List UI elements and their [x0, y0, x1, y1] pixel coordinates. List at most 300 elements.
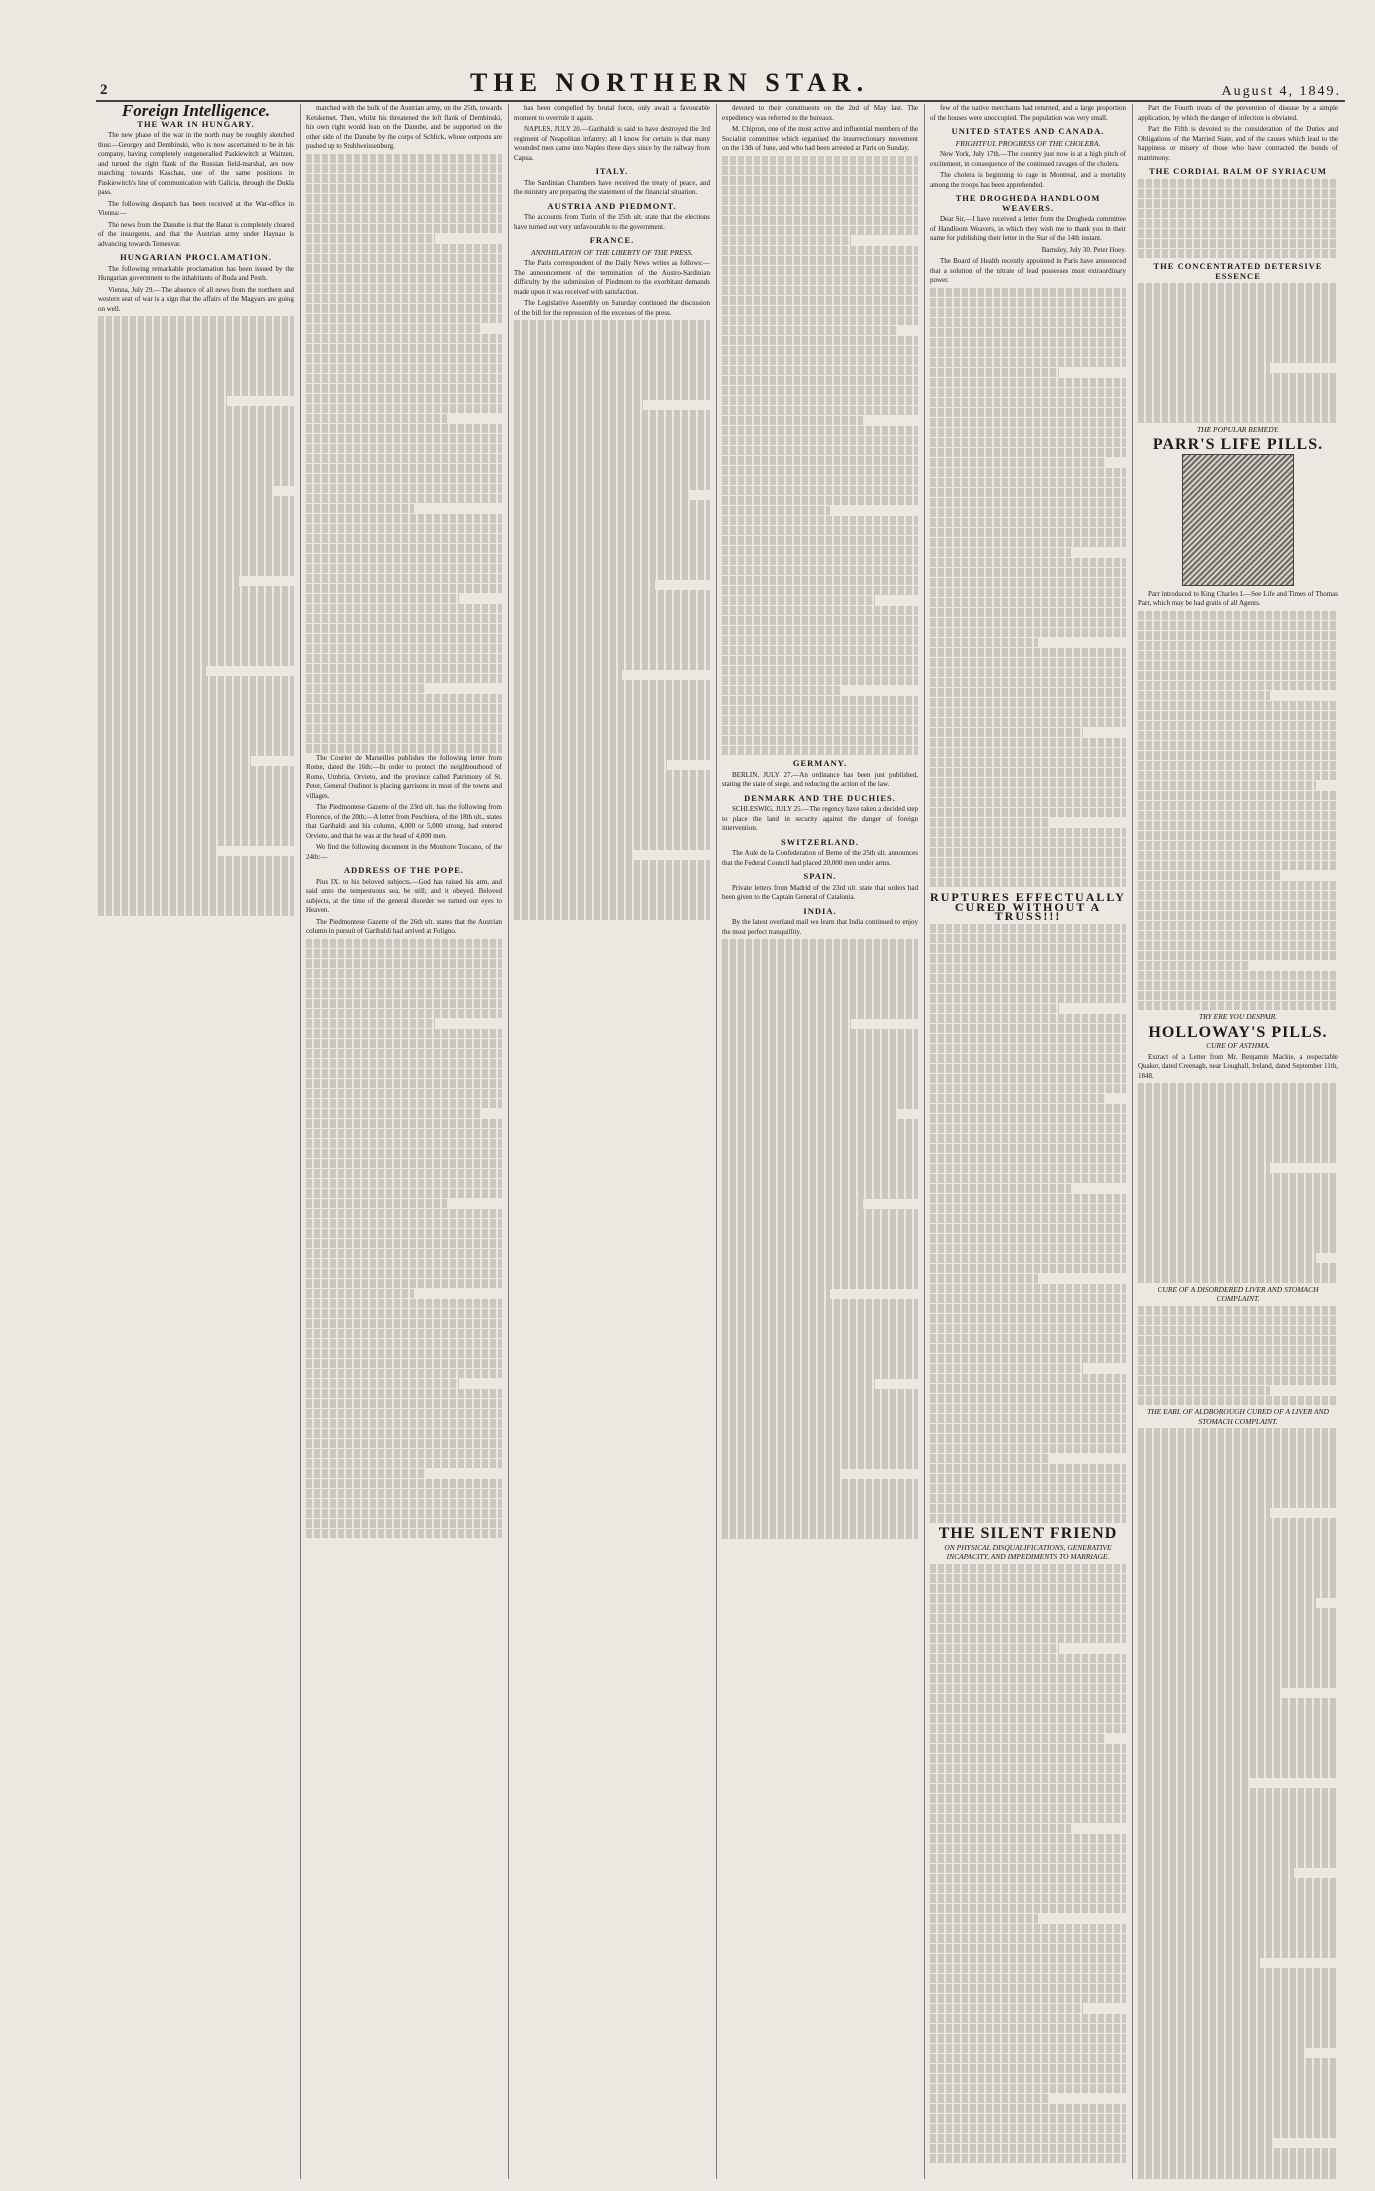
text-line-placeholder [930, 1734, 1104, 1744]
text-line-placeholder [930, 1654, 1126, 1664]
text-line-placeholder [306, 524, 502, 534]
text-line-placeholder [98, 386, 294, 396]
text-line-placeholder [930, 728, 1083, 738]
text-line-placeholder [722, 656, 918, 666]
text-line-placeholder [306, 584, 502, 594]
text-line-placeholder [306, 1519, 502, 1529]
article-paragraph: few of the native merchants had returned, and a large proportion of the houses were unoccupied. The population was very small. [930, 104, 1126, 122]
text-line-placeholder [1138, 199, 1338, 209]
text-line-placeholder [1138, 1498, 1338, 1508]
text-line-placeholder [930, 1184, 1071, 1194]
text-line-placeholder [930, 1714, 1126, 1724]
article-body-text [306, 939, 502, 1539]
text-line-placeholder [722, 1459, 918, 1469]
text-line-placeholder [98, 846, 218, 856]
text-line-placeholder [930, 1194, 1126, 1204]
text-line-placeholder [514, 770, 710, 780]
text-line-placeholder [930, 1064, 1126, 1074]
text-line-placeholder [1138, 1253, 1316, 1263]
text-line-placeholder [98, 626, 294, 636]
text-line-placeholder [306, 979, 502, 989]
text-line-placeholder [1138, 801, 1338, 811]
text-line-placeholder [306, 1439, 502, 1449]
text-line-placeholder [930, 628, 1126, 638]
text-line-placeholder [930, 1014, 1126, 1024]
text-line-placeholder [930, 1024, 1126, 1034]
text-line-placeholder [930, 1474, 1126, 1484]
text-line-placeholder [930, 1614, 1126, 1624]
text-line-placeholder [1138, 2038, 1338, 2048]
text-line-placeholder [722, 1179, 918, 1189]
text-line-placeholder [722, 1469, 842, 1479]
text-line-placeholder [98, 446, 294, 456]
text-line-placeholder [930, 1884, 1126, 1894]
text-line-placeholder [722, 1339, 918, 1349]
text-line-placeholder [722, 969, 918, 979]
text-line-placeholder [722, 716, 918, 726]
text-line-placeholder [722, 226, 918, 236]
text-line-placeholder [98, 576, 239, 586]
text-line-placeholder [930, 2034, 1126, 2044]
text-line-placeholder [722, 959, 918, 969]
text-line-placeholder [514, 440, 710, 450]
text-line-placeholder [722, 1229, 918, 1239]
text-line-placeholder [306, 574, 502, 584]
text-line-placeholder [98, 666, 206, 676]
text-line-placeholder [306, 264, 502, 274]
text-line-placeholder [722, 1199, 863, 1209]
text-line-placeholder [306, 194, 502, 204]
text-line-placeholder [514, 340, 710, 350]
text-line-placeholder [930, 318, 1126, 328]
text-line-placeholder [930, 2084, 1126, 2094]
text-line-placeholder [722, 646, 918, 656]
text-line-placeholder [722, 1169, 918, 1179]
text-line-placeholder [722, 276, 918, 286]
text-line-placeholder [1138, 671, 1338, 681]
text-line-placeholder [1138, 323, 1338, 333]
text-line-placeholder [98, 406, 294, 416]
text-line-placeholder [930, 1634, 1126, 1644]
text-line-placeholder [1138, 961, 1248, 971]
text-line-placeholder [1138, 2128, 1338, 2138]
text-line-placeholder [514, 780, 710, 790]
text-line-placeholder [306, 1079, 502, 1089]
text-line-placeholder [930, 548, 1071, 558]
text-line-placeholder [306, 304, 502, 314]
column-3 [514, 104, 710, 2179]
text-line-placeholder [930, 528, 1126, 538]
text-line-placeholder [306, 1139, 502, 1149]
text-line-placeholder [1138, 831, 1338, 841]
text-line-placeholder [1138, 189, 1338, 199]
text-line-placeholder [930, 1864, 1126, 1874]
text-line-placeholder [930, 568, 1126, 578]
text-line-placeholder [98, 456, 294, 466]
text-line-placeholder [306, 1189, 502, 1199]
text-line-placeholder [306, 1119, 502, 1129]
text-line-placeholder [722, 686, 842, 696]
text-line-placeholder [514, 390, 710, 400]
text-line-placeholder [1138, 1968, 1338, 1978]
text-line-placeholder [930, 1754, 1126, 1764]
text-line-placeholder [1138, 353, 1338, 363]
text-line-placeholder [514, 590, 710, 600]
article-paragraph: has been compelled by brutal force, only await a favourable moment to overrule it again. [514, 104, 710, 122]
text-line-placeholder [514, 530, 710, 540]
text-line-placeholder [98, 526, 294, 536]
text-line-placeholder [98, 896, 294, 906]
text-line-placeholder [930, 2014, 1126, 2024]
text-line-placeholder [306, 1399, 502, 1409]
text-line-placeholder [98, 726, 294, 736]
text-line-placeholder [98, 826, 294, 836]
text-line-placeholder [1138, 951, 1338, 961]
text-line-placeholder [98, 906, 294, 916]
text-line-placeholder [514, 910, 710, 920]
text-line-placeholder [98, 856, 294, 866]
text-line-placeholder [306, 1479, 502, 1489]
text-line-placeholder [306, 1059, 502, 1069]
text-line-placeholder [306, 1069, 502, 1079]
woodcut-illustration-image [1182, 454, 1294, 586]
text-line-placeholder [930, 378, 1126, 388]
text-line-placeholder [306, 284, 502, 294]
text-line-placeholder [930, 1274, 1038, 1284]
article-paragraph: The Piedmontese Gazette of the 26th ult. states that the Austrian column in pursuit of Garibaldi had arrived at Foligno. [306, 917, 502, 935]
text-line-placeholder [306, 384, 502, 394]
text-line-placeholder [1138, 1978, 1338, 1988]
text-line-placeholder [306, 444, 502, 454]
text-line-placeholder [1138, 1123, 1338, 1133]
advertisement-cordial-balm: THE CORDIAL BALM OF SYRIACUM [1149, 166, 1327, 176]
text-line-placeholder [1138, 1698, 1338, 1708]
text-line-placeholder [930, 1564, 1126, 1574]
text-line-placeholder [1138, 1528, 1338, 1538]
text-line-placeholder [1138, 1728, 1338, 1738]
article-body-text [514, 320, 710, 920]
text-line-placeholder [306, 174, 502, 184]
text-line-placeholder [930, 1144, 1126, 1154]
text-line-placeholder [1138, 1718, 1338, 1728]
text-line-placeholder [1138, 1203, 1338, 1213]
text-line-placeholder [722, 1299, 918, 1309]
text-line-placeholder [514, 490, 688, 500]
text-line-placeholder [930, 648, 1126, 658]
text-line-placeholder [930, 438, 1126, 448]
text-line-placeholder [930, 1334, 1126, 1344]
text-line-placeholder [514, 680, 710, 690]
text-line-placeholder [722, 1009, 918, 1019]
text-line-placeholder [722, 1029, 918, 1039]
text-line-placeholder [930, 1964, 1126, 1974]
text-line-placeholder [1138, 1898, 1338, 1908]
text-line-placeholder [1138, 1608, 1338, 1618]
text-line-placeholder [930, 798, 1126, 808]
text-line-placeholder [98, 716, 294, 726]
text-line-placeholder [98, 566, 294, 576]
text-line-placeholder [930, 328, 1126, 338]
text-line-placeholder [930, 508, 1126, 518]
text-line-placeholder [1138, 2168, 1338, 2178]
text-line-placeholder [1138, 283, 1338, 293]
text-line-placeholder [1138, 1768, 1338, 1778]
text-line-placeholder [930, 768, 1126, 778]
text-line-placeholder [930, 2064, 1126, 2074]
text-line-placeholder [722, 196, 918, 206]
text-line-placeholder [722, 989, 918, 999]
text-line-placeholder [930, 1154, 1126, 1164]
text-line-placeholder [1138, 1958, 1260, 1968]
article-paragraph: The new phase of the war in the north may be roughly sketched thus:—Georgey and Dembinski, who is now ascertained to be in his company, having completely outgeneralled Paskiewitch at Waitzen, and turned the right flank of the Russian field-marshal, are now marching towards Kaschau, one of the same positions in Paskiewitch's line of communication with Galicia, through the Dukla pass. [98, 131, 294, 196]
text-line-placeholder [722, 496, 918, 506]
text-line-placeholder [306, 1449, 502, 1459]
text-line-placeholder [1138, 1648, 1338, 1658]
text-line-placeholder [722, 616, 918, 626]
text-line-placeholder [514, 860, 710, 870]
article-paragraph: Private letters from Madrid of the 23rd ult. state that orders had been given to the Captain General of Catalonia. [722, 883, 918, 901]
text-line-placeholder [306, 1149, 502, 1159]
text-line-placeholder [98, 586, 294, 596]
text-line-placeholder [306, 454, 502, 464]
text-line-placeholder [722, 1219, 918, 1229]
text-line-placeholder [1138, 2068, 1338, 2078]
column-4 [722, 104, 918, 2179]
text-line-placeholder [1138, 1668, 1338, 1678]
headline-switzerland: SWITZERLAND. [781, 836, 859, 847]
text-line-placeholder [1138, 1163, 1270, 1173]
text-line-placeholder [306, 1099, 502, 1109]
text-line-placeholder [306, 694, 502, 704]
text-line-placeholder [722, 636, 918, 646]
headline-denmark-and-duchies: DENMARK AND THE DUCHIES. [744, 792, 896, 803]
text-line-placeholder [514, 880, 710, 890]
text-line-placeholder [930, 1034, 1126, 1044]
text-line-placeholder [514, 480, 710, 490]
text-line-placeholder [306, 1459, 502, 1469]
text-line-placeholder [306, 314, 502, 324]
text-line-placeholder [1138, 641, 1338, 651]
text-line-placeholder [1138, 1538, 1338, 1548]
text-line-placeholder [930, 808, 1126, 818]
text-line-placeholder [1138, 1988, 1338, 1998]
text-line-placeholder [930, 608, 1126, 618]
text-line-placeholder [930, 418, 1126, 428]
text-line-placeholder [930, 1444, 1126, 1454]
text-line-placeholder [722, 1159, 918, 1169]
text-line-placeholder [98, 736, 294, 746]
text-line-placeholder [930, 698, 1126, 708]
text-line-placeholder [306, 1229, 502, 1239]
text-line-placeholder [1138, 1213, 1338, 1223]
advertisement-holloways-pills: HOLLOWAY'S PILLS. [1148, 1023, 1328, 1041]
text-line-placeholder [306, 1159, 502, 1169]
text-line-placeholder [514, 740, 710, 750]
text-line-placeholder [930, 1604, 1126, 1614]
advertisement-silent-friend: THE SILENT FRIEND [938, 1525, 1118, 1542]
text-line-placeholder [306, 734, 502, 744]
text-line-placeholder [1138, 1818, 1338, 1828]
text-line-placeholder [1138, 373, 1338, 383]
text-line-placeholder [306, 1269, 502, 1279]
text-line-placeholder [98, 346, 294, 356]
text-line-placeholder [306, 354, 502, 364]
text-line-placeholder [98, 556, 294, 566]
article-paragraph: New York, July 17th.—The country just now is at a high pitch of excitement, in consequence of the continued ravages of the cholera. [930, 150, 1126, 168]
text-line-placeholder [930, 308, 1126, 318]
text-line-placeholder [1138, 413, 1338, 423]
text-line-placeholder [306, 1299, 502, 1309]
text-line-placeholder [514, 360, 710, 370]
text-line-placeholder [722, 436, 918, 446]
text-line-placeholder [306, 424, 502, 434]
text-line-placeholder [722, 466, 918, 476]
text-line-placeholder [1138, 1113, 1338, 1123]
text-line-placeholder [514, 600, 710, 610]
text-line-placeholder [306, 714, 502, 724]
text-line-placeholder [1138, 1568, 1338, 1578]
text-line-placeholder [514, 320, 710, 330]
article-body-text [98, 316, 294, 916]
text-line-placeholder [1138, 1093, 1338, 1103]
text-line-placeholder [98, 516, 294, 526]
text-line-placeholder [306, 684, 426, 694]
text-line-placeholder [722, 1389, 918, 1399]
text-line-placeholder [514, 660, 710, 670]
article-body-text [722, 939, 918, 1539]
text-line-placeholder [1138, 2048, 1306, 2058]
text-line-placeholder [930, 2054, 1126, 2064]
text-line-placeholder [930, 1674, 1126, 1684]
text-line-placeholder [98, 536, 294, 546]
text-line-placeholder [930, 1294, 1126, 1304]
text-line-placeholder [930, 2044, 1126, 2054]
text-line-placeholder [1138, 881, 1338, 891]
text-line-placeholder [930, 1694, 1126, 1704]
headline-war-in-hungary: THE WAR IN HUNGARY. [137, 118, 255, 129]
article-paragraph: The Legislative Assembly on Saturday continued the discussion of the bill for the repression of the excesses of the press. [514, 299, 710, 317]
text-line-placeholder [306, 1219, 502, 1229]
text-line-placeholder [930, 298, 1126, 308]
text-line-placeholder [930, 2104, 1126, 2114]
text-line-placeholder [306, 504, 414, 514]
text-line-placeholder [722, 536, 918, 546]
text-line-placeholder [98, 656, 294, 666]
text-line-placeholder [1138, 333, 1338, 343]
article-paragraph: The Piedmontese Gazette of the 23rd ult. has the following from Florence, of the 20th:—A letter from Peschiera, of the 18th ult., states that Garibaldi and his column, 4,000 or 5,000 strong, had entered Orvieto, and that he was at the head of 4,000 men. [306, 803, 502, 840]
text-line-placeholder [722, 396, 918, 406]
text-line-placeholder [1138, 1858, 1338, 1868]
advertisement-body [1138, 1428, 1338, 2179]
text-line-placeholder [306, 1169, 502, 1179]
article-paragraph: NAPLES, JULY 20.—Garibaldi is said to have destroyed the 3rd regiment of Neapolitan infantry; all I know for certain is that many wounded men came into Naples three days since by the railway from Capua. [514, 125, 710, 162]
article-paragraph: Pius IX. to his beloved subjects.—God has raised his arm, and said unto the tempestuous sea, be still; and it obeyed. Beloved subjects, at the time of the general disorder we turned our eyes to Heaven. [306, 877, 502, 914]
text-line-placeholder [1138, 1233, 1338, 1243]
text-line-placeholder [930, 488, 1126, 498]
text-line-placeholder [514, 520, 710, 530]
text-line-placeholder [722, 376, 918, 386]
article-paragraph: The cholera is beginning to rage in Montreal, and a mortality among the troops has been apprehended. [930, 171, 1126, 189]
text-line-placeholder [306, 514, 502, 524]
text-line-placeholder [98, 496, 294, 506]
text-line-placeholder [98, 756, 251, 766]
text-line-placeholder [306, 254, 502, 264]
text-line-placeholder [722, 736, 918, 746]
text-line-placeholder [1138, 239, 1338, 249]
advertisement-body [1138, 1083, 1338, 1283]
text-line-placeholder [1138, 621, 1338, 631]
text-line-placeholder [514, 540, 710, 550]
text-line-placeholder [514, 550, 710, 560]
text-line-placeholder [514, 500, 710, 510]
text-line-placeholder [306, 224, 502, 234]
text-line-placeholder [514, 690, 710, 700]
article-paragraph: BERLIN, JULY 27.—An ordinance has been just published, stating the state of siege, and reducing the action of the law. [722, 770, 918, 788]
text-line-placeholder [722, 296, 918, 306]
text-line-placeholder [930, 1344, 1126, 1354]
text-line-placeholder [306, 664, 502, 674]
text-line-placeholder [722, 1209, 918, 1219]
text-line-placeholder [1138, 1758, 1338, 1768]
text-line-placeholder [1138, 791, 1338, 801]
text-line-placeholder [930, 1984, 1126, 1994]
text-line-placeholder [1138, 911, 1338, 921]
text-line-placeholder [1138, 1183, 1338, 1193]
text-line-placeholder [306, 644, 502, 654]
headline-france: FRANCE. [589, 235, 635, 245]
text-line-placeholder [306, 634, 502, 644]
headline-austria-and-piedmont: AUSTRIA AND PIEDMONT. [547, 200, 677, 211]
text-line-placeholder [722, 1449, 918, 1459]
text-line-placeholder [722, 286, 918, 296]
headline-hungarian-proclamation: HUNGARIAN PROCLAMATION. [120, 252, 272, 262]
text-line-placeholder [98, 646, 294, 656]
text-line-placeholder [930, 2154, 1126, 2164]
text-line-placeholder [722, 1519, 918, 1529]
text-line-placeholder [722, 1529, 918, 1539]
text-line-placeholder [1138, 229, 1338, 239]
text-line-placeholder [98, 696, 294, 706]
advertisement-paragraph: Part the Fourth treats of the prevention of disease by a simple application, by which the danger of infection is obviated. [1138, 104, 1338, 122]
newspaper-title: THE NORTHERN STAR. [470, 68, 870, 97]
text-line-placeholder [514, 650, 710, 660]
text-line-placeholder [98, 316, 294, 326]
text-line-placeholder [722, 596, 875, 606]
advertisement-body [930, 924, 1126, 1524]
text-line-placeholder [930, 1204, 1126, 1214]
text-line-placeholder [930, 1834, 1126, 1844]
text-line-placeholder [1138, 179, 1338, 189]
text-line-placeholder [722, 746, 918, 756]
text-line-placeholder [930, 348, 1126, 358]
text-line-placeholder [306, 434, 502, 444]
text-line-placeholder [1138, 303, 1338, 313]
text-line-placeholder [930, 1134, 1126, 1144]
text-line-placeholder [1138, 731, 1338, 741]
text-line-placeholder [722, 206, 918, 216]
text-line-placeholder [514, 760, 667, 770]
text-line-placeholder [98, 376, 294, 386]
text-line-placeholder [1138, 1001, 1338, 1011]
text-line-placeholder [930, 1874, 1126, 1884]
text-line-placeholder [930, 838, 1126, 848]
text-line-placeholder [98, 836, 294, 846]
text-line-placeholder [722, 246, 918, 256]
text-line-placeholder [306, 334, 502, 344]
text-line-placeholder [1138, 1868, 1294, 1878]
text-line-placeholder [98, 476, 294, 486]
text-line-placeholder [1138, 861, 1338, 871]
